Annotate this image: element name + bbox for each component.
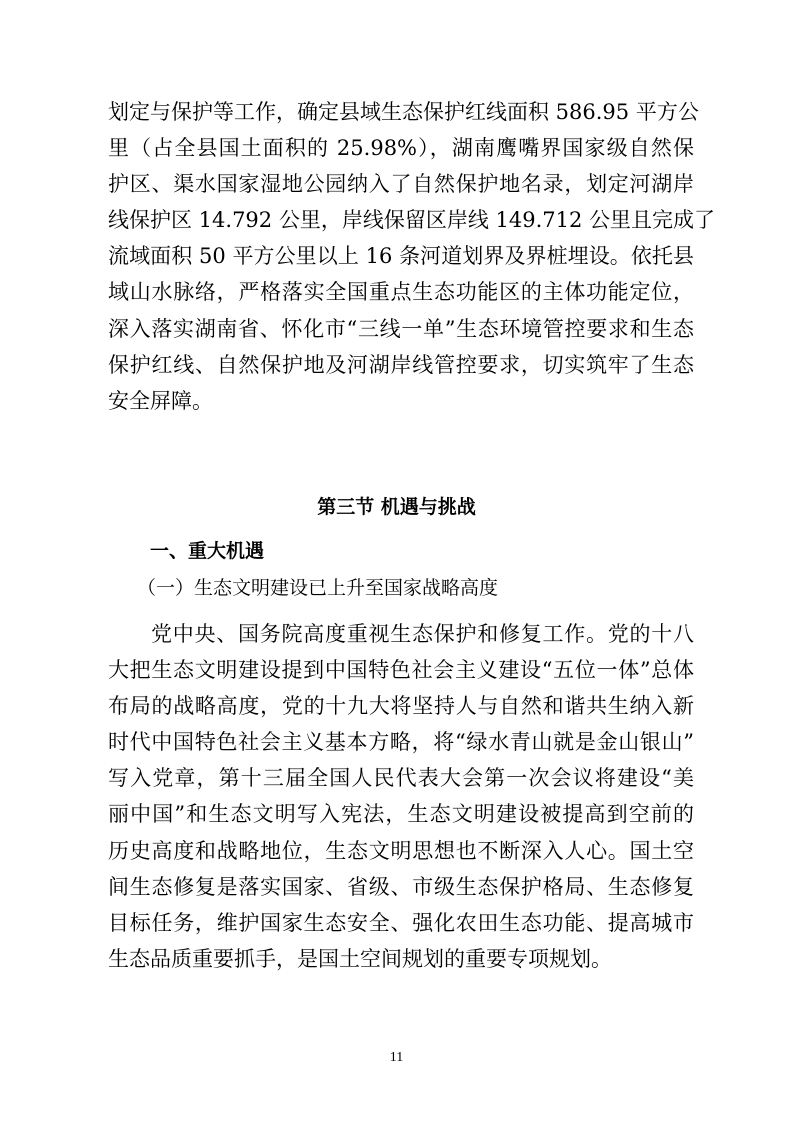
heading-level-1: 一、重大机遇: [150, 540, 265, 562]
text-line: 划定与保护等工作，确定县域生态保护红线面积 586.95 平方公: [108, 100, 699, 124]
text-line: 写入党章，第十三届全国人民代表大会第一次会议将建设“美: [108, 766, 694, 791]
text-line: 目标任务，维护国家生态安全、强化农田生态功能、提高城市: [108, 910, 694, 935]
text-line: 域山水脉络，严格落实全国重点生态功能区的主体功能定位，: [108, 280, 694, 305]
text-line: 里（占全县国土面积的 25.98%），湖南鹰嘴界国家级自然保: [108, 136, 694, 161]
paragraph-continued: [108, 94, 716, 419]
page-number: 11: [389, 1050, 404, 1065]
text-line: 线保护区 14.792 公里，岸线保留区岸线 149.712 公里且完成了: [108, 208, 716, 233]
text-line: 时代中国特色社会主义基本方略，将“绿水青山就是金山银山”: [108, 730, 694, 755]
text-line: 流域面积 50 平方公里以上 16 条河道划界及界桩埋设。依托县: [108, 244, 694, 269]
text-line: 历史高度和战略地位，生态文明思想也不断深入人心。国土空: [108, 838, 694, 863]
text-line: 护区、渠水国家湿地公园纳入了自然保护地名录，划定河湖岸: [108, 172, 694, 197]
text-line: 大把生态文明建设提到中国特色社会主义建设“五位一体”总体: [108, 658, 694, 683]
text-line: 党中央、国务院高度重视生态保护和修复工作。党的十八: [151, 622, 694, 646]
text-line: 间生态修复是落实国家、省级、市级生态保护格局、生态修复: [108, 874, 694, 899]
text-line: 安全屏障。: [108, 388, 213, 413]
text-line: 丽中国”和生态文明写入宪法，生态文明建设被提高到空前的: [108, 802, 694, 827]
paragraph-opportunity: [108, 616, 694, 977]
text-line: 生态品质重要抓手，是国土空间规划的重要专项规划。: [108, 946, 612, 971]
text-line: 保护红线、自然保护地及河湖岸线管控要求，切实筑牢了生态: [108, 352, 694, 377]
text-line: 布局的战略高度，党的十九大将坚持人与自然和谐共生纳入新: [108, 694, 694, 719]
sub-heading: （一）生态文明建设已上升至国家战略高度: [137, 577, 499, 599]
section-title: 第三节 机遇与挑战: [317, 496, 476, 518]
text-line: 深入落实湖南省、怀化市“三线一单”生态环境管控要求和生态: [108, 316, 694, 341]
